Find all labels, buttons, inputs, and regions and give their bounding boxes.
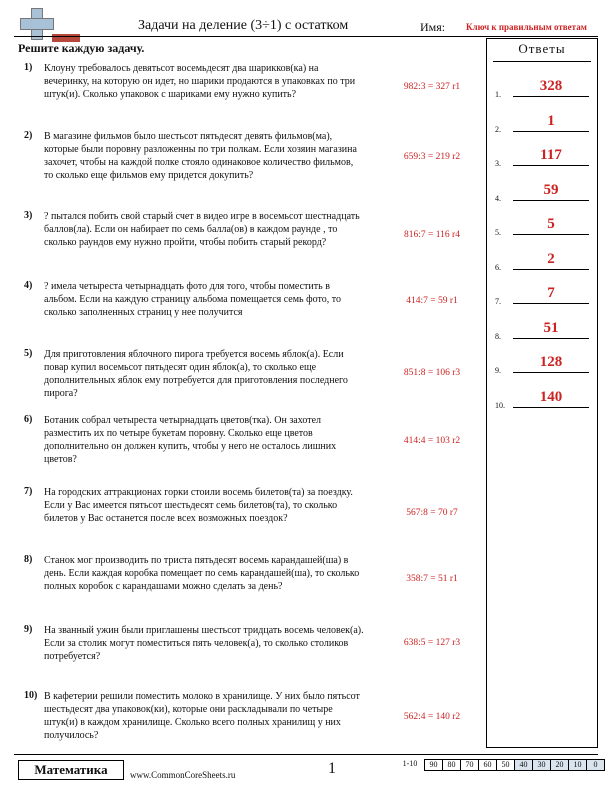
answer-row: [487, 209, 597, 243]
page-number: 1: [328, 760, 336, 777]
answer-number: 6.: [495, 262, 501, 272]
problem-number: 4): [24, 280, 33, 291]
answer-number: 3.: [495, 159, 501, 168]
problem-number: 5): [24, 348, 33, 359]
answer-line: [513, 234, 589, 235]
problem-text: В кафетерии решили поместить молоко в хранилище. У них было пятьсот шестьдесят два упаковок(ки), которые они раскладывали по четыре штук(и) в каждом хранилище. Сколько всего полных хранилищ у них получилось?: [44, 691, 360, 741]
scale-range: 1-10: [402, 759, 418, 768]
scale-cell: 30: [532, 759, 551, 771]
answer-row: [487, 382, 597, 416]
problem-calculation: 414:7 = 59 r1: [406, 296, 458, 306]
answer-value: 328: [539, 78, 563, 94]
scale-cell: 10: [568, 759, 587, 771]
scale-cell: 0: [586, 759, 605, 771]
answer-value: 2: [547, 250, 555, 267]
problem-calculation: 851:8 = 106 r3: [403, 368, 461, 378]
answer-line: [513, 131, 589, 132]
answer-key-label: Ключ к правильным ответам: [466, 22, 587, 32]
scale-cell: 70: [460, 759, 479, 771]
name-label: Имя:: [420, 20, 446, 34]
answer-row: [487, 106, 597, 140]
answers-column: [486, 38, 598, 748]
problem-calculation: 638:5 = 127 r3: [403, 638, 461, 648]
answer-number: 1.: [495, 90, 501, 99]
answer-value: 128: [539, 354, 563, 370]
problem-number: 10): [24, 690, 38, 701]
problem-text: На городских аттракционах горки стоили восемь билетов(та) за поездку. Если у Вас имеется пятьсот шестьдесят семь билетов(та), то сколько билетов у Вас останется после всех возможных поездок?: [44, 487, 353, 524]
answer-value: 5: [547, 216, 555, 232]
problem-number: 3): [24, 210, 33, 221]
answer-line: [513, 200, 589, 201]
problem-text: В магазине фильмов было шестьсот пятьдесят девять фильмов(ма), которые были поровну разложенны по три полкам. Если хозяин магазина захочет, чтобы на каждой полке стояло одинаковое количество фильмов, то сколько еще фильмов ему придется докупить?: [44, 131, 357, 181]
page-title: Задачи на деление (3÷1) с остатком: [138, 18, 349, 33]
answer-row: [487, 278, 597, 312]
problem-number: 7): [24, 486, 33, 497]
answer-number: 5.: [495, 228, 501, 237]
problem-text: Станок мог производить по триста пятьдесят восемь карандашей(ша) в день. Если каждая коробка помещает по семь карандашей(ша), то сколько полных коробок с карандашами можно сделать за день?: [44, 555, 360, 592]
problem-text: Ботаник собрал четыреста четырнадцать цветов(тка). Он захотел разместить их по четыре букетам поровну. Сколько еще цветов дополнительно он должен купить, чтобы у него не осталось лишних цветов?: [44, 415, 337, 465]
answer-row: [487, 140, 597, 174]
problem-text: Клоуну требовалось девятьсот восемьдесят два шарикков(ка) на вечеринку, на которую он идет, но шарики продаются в упаковках по три штук(и). Сколько упаковок с шариками ему нужно купить?: [44, 63, 356, 100]
answer-row: [487, 313, 597, 347]
answer-number: 4.: [495, 193, 501, 203]
answer-row: [487, 71, 597, 105]
answer-row: [487, 175, 597, 209]
answer-row: [487, 244, 597, 278]
instructions: Решите каждую задачу.: [18, 41, 145, 55]
answer-number: 10.: [495, 400, 505, 410]
answer-line: [513, 372, 589, 373]
problem-calculation: 816:7 = 116 r4: [404, 230, 460, 240]
answer-line: [513, 407, 589, 408]
problem-number: 8): [24, 554, 33, 565]
answer-number: 9.: [495, 366, 501, 375]
header-divider: [14, 36, 598, 37]
scale-cell: 20: [550, 759, 569, 771]
problem-text: ? пытался побить свой старый счет в видео игре в восемьсот шестнадцать баллов(ла). Если он набирает по семь балла(ов) в каждом раунде , то сколько раундов ему нужно пройти, чтобы побить старый рекорд?: [44, 211, 360, 248]
answer-line: [513, 338, 589, 339]
problem-text: ? имела четыреста четырнадцать фото для того, чтобы поместить в альбом. Если на каждую страницу альбома помещается семь фото, то сколько заполненных страниц у нее получится: [44, 281, 341, 318]
answer-value: 140: [539, 388, 563, 405]
problem-number: 6): [24, 414, 33, 425]
problem-number: 1): [24, 62, 33, 73]
problem-calculation: 567:8 = 70 r7: [406, 508, 458, 518]
problem-calculation: 358:7 = 51 r1: [406, 574, 458, 584]
answer-line: [513, 269, 589, 270]
scale-cell: 50: [496, 759, 515, 771]
problem-calculation: 562:4 = 140 r2: [403, 712, 461, 722]
answer-value: 51: [543, 319, 559, 336]
score-scale: [396, 759, 605, 771]
answer-value: 59: [543, 181, 559, 198]
site-url: www.CommonCoreSheets.ru: [130, 770, 236, 780]
answer-line: [513, 165, 589, 166]
scale-cell: 40: [514, 759, 533, 771]
problem-calculation: 982:3 = 327 r1: [403, 82, 461, 92]
footer-divider: [14, 754, 598, 755]
answer-value: 117: [540, 147, 562, 163]
scale-cell: 80: [442, 759, 461, 771]
problem-number: 9): [24, 624, 33, 635]
brand-badge: Математика: [18, 760, 124, 780]
answers-title: Ответы: [518, 41, 566, 56]
problem-text: Для приготовления яблочного пирога требуется восемь яблок(а). Если повар купил восемьсот пятьдесят один яблок(а), то сколько еще дополнительных яблок ему потребуется для приготовления последнего пирога?: [44, 349, 348, 399]
answer-number: 2.: [495, 124, 501, 134]
problem-calculation: 414:4 = 103 r2: [403, 436, 461, 446]
answer-number: 8.: [495, 331, 501, 341]
answer-number: 7.: [495, 297, 501, 306]
answer-row: [487, 347, 597, 381]
problem-number: 2): [24, 130, 33, 141]
answer-line: [513, 96, 589, 97]
scale-cell: 90: [424, 759, 443, 771]
answer-value: 7: [547, 285, 555, 301]
problem-calculation: 659:3 = 219 r2: [403, 152, 461, 162]
problem-text: На званный ужин были приглашены шестьсот тридцать восемь человек(а). Если за столик могут поместиться пять человек(а), то сколько столиков потребуется?: [44, 625, 364, 662]
answers-title-underline: [493, 61, 591, 62]
scale-cell: 60: [478, 759, 497, 771]
answer-value: 1: [547, 112, 555, 129]
answer-line: [513, 303, 589, 304]
